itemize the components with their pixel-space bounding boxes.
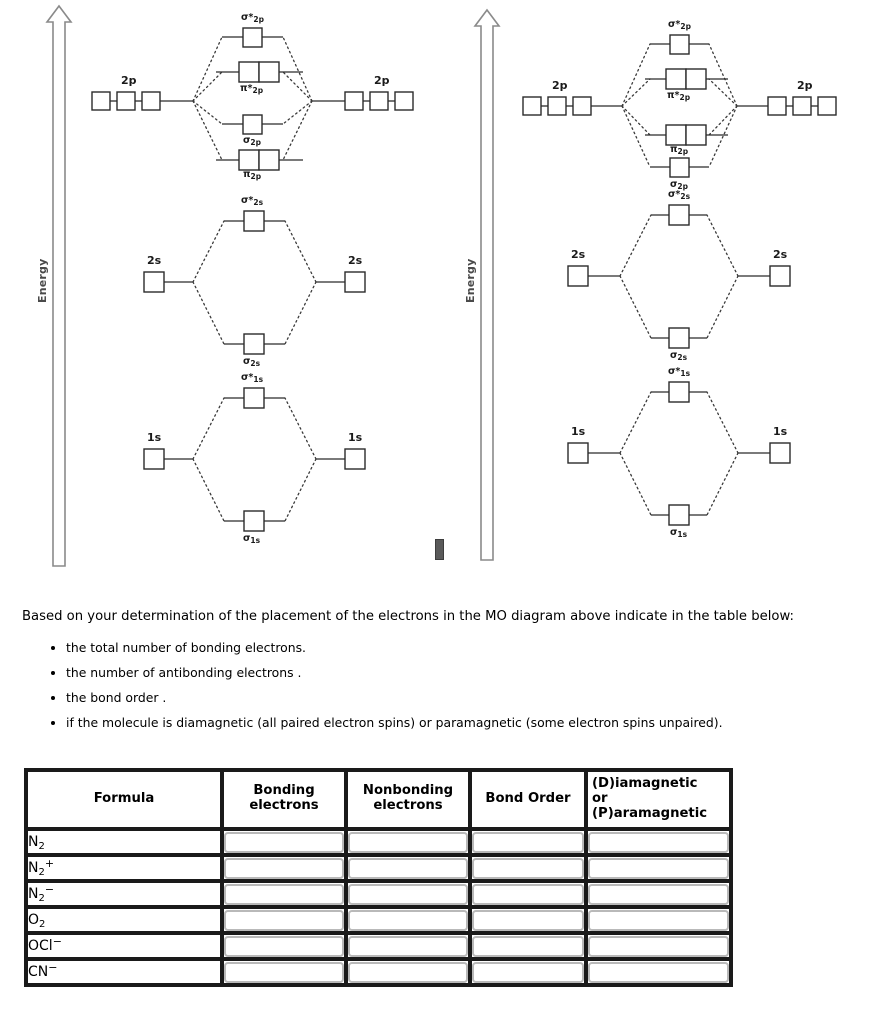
input-cell-bond-order[interactable] [470,907,586,933]
energy-axis-arrow [47,6,71,566]
mo-label-sigma-2s: $\sigma_{2s}$ [670,350,688,362]
atomic-label-right-2p: 2p [374,74,390,87]
table-row [26,959,731,985]
mo-label-sigma-2p: $\sigma_{2p}$ [243,135,261,147]
bond-order-input-row-4[interactable] [472,910,584,931]
input-cell-bond-order[interactable] [470,829,586,855]
input-cell-bond-order[interactable] [470,881,586,907]
bond-order-input-row-1[interactable] [472,832,584,853]
input-cell-bonding-electrons[interactable] [222,907,346,933]
nonbonding-electrons-input-row-6[interactable] [348,962,468,983]
atomic-label-right-2s: 2s [348,254,363,267]
bond-order-input-row-5[interactable] [472,936,584,957]
table-header [26,770,731,829]
column-header-magnetism [586,770,731,829]
answer-table [24,768,733,987]
bonding-electrons-input-row-2[interactable] [224,858,344,879]
column-header-bonding-electrons [222,770,346,829]
nonbonding-electrons-input-row-4[interactable] [348,910,468,931]
header-line-2: or [592,790,608,806]
list-item: • the total number of bonding electrons. [66,639,842,657]
mo-label-pi-2p: $\pi_{2p}$ [670,144,689,156]
scan-artifact-mark [435,539,444,560]
input-cell-nonbonding-electrons[interactable] [346,959,470,985]
formula-text: $O_2$ [28,912,46,931]
formula-text: $N_2^-$ [28,883,55,905]
mo-label-sigma-2s: $\sigma_{2s}$ [243,356,261,368]
input-cell-magnetism[interactable] [586,959,731,985]
mo-label-sigma-1s: $\sigma_{1s}$ [243,533,261,545]
instructions-block [22,608,842,739]
header-line-1: (D)iamagnetic [592,776,698,791]
atomic-label-right-2p: 2p [797,79,813,92]
instruction-text: Based on your determination of the placement of the electrons in the MO diagram above indicate in the table below: [22,609,794,624]
mo-label-sigma-star-2p: $\sigma*_{2p}$ [668,19,691,31]
header-line-2: electrons [249,798,319,814]
mo-label-pi-star-2p: $\pi*_{2p}$ [667,90,691,102]
formula-cell [26,907,222,933]
table-body [26,829,731,985]
formula-cell [26,829,222,855]
mo-label-sigma-1s: $\sigma_{1s}$ [670,527,688,539]
energy-axis-label-left: Energy [36,258,49,303]
mo-label-pi-2p: $\pi_{2p}$ [243,169,262,181]
input-cell-nonbonding-electrons[interactable] [346,933,470,959]
energy-axis-arrow [475,10,499,560]
formula-text: CN− [28,961,58,981]
nonbonding-electrons-input-row-3[interactable] [348,884,468,905]
column-header-nonbonding-electrons [346,770,470,829]
atomic-label-right-2s: 2s [773,248,788,261]
atomic-label-left-2s: 2s [147,254,162,267]
header-line-2: electrons [373,798,443,814]
bond-order-input-row-3[interactable] [472,884,584,905]
column-header-formula: Formula [26,770,222,829]
header-line-1: Bonding [253,783,315,799]
formula-cell [26,881,222,907]
formula-text: $N_2$ [28,834,45,853]
header-line-1: Nonbonding [362,783,454,799]
nonbonding-electrons-input-row-5[interactable] [348,936,468,957]
input-cell-bonding-electrons[interactable] [222,959,346,985]
bond-order-input-row-2[interactable] [472,858,584,879]
bond-order-input-row-6[interactable] [472,962,584,983]
table-row [26,881,731,907]
mo-label-sigma-star-2s: $\sigma*_{2s}$ [668,189,691,201]
atomic-label-right-1s: 1s [773,425,788,438]
input-cell-nonbonding-electrons[interactable] [346,907,470,933]
mo-diagram-right [450,0,870,590]
input-cell-bond-order[interactable] [470,933,586,959]
mo-diagram-left-svg [0,0,450,590]
input-cell-magnetism[interactable] [586,855,731,881]
input-cell-bond-order[interactable] [470,855,586,881]
formula-cell [26,855,222,881]
nonbonding-electrons-input-row-2[interactable] [348,858,468,879]
mo-label-sigma-star-2p: $\sigma*_{2p}$ [241,12,264,24]
input-cell-magnetism[interactable] [586,907,731,933]
magnetism-input-row-2[interactable] [588,858,729,879]
formula-cell [26,959,222,985]
input-cell-magnetism[interactable] [586,829,731,855]
magnetism-input-row-3[interactable] [588,884,729,905]
formula-text: $N_2^+$ [28,857,55,879]
atomic-label-left-2p: 2p [121,74,137,87]
list-item: • the number of antibonding electrons . [66,664,842,682]
atomic-label-left-1s: 1s [147,431,162,444]
bonding-electrons-input-row-6[interactable] [224,962,344,983]
input-cell-bonding-electrons[interactable] [222,933,346,959]
mo-label-sigma-star-1s: $\sigma*_{1s}$ [668,366,691,378]
table-row [26,855,731,881]
bonding-electrons-input-row-5[interactable] [224,936,344,957]
mo-label-pi-star-2p: $\pi*_{2p}$ [240,83,264,95]
atomic-label-left-2s: 2s [571,248,586,261]
bonding-electrons-input-row-4[interactable] [224,910,344,931]
atomic-label-left-1s: 1s [571,425,586,438]
input-cell-nonbonding-electrons[interactable] [346,855,470,881]
atomic-label-right-1s: 1s [348,431,363,444]
magnetism-input-row-1[interactable] [588,832,729,853]
list-item: • the bond order . [66,689,842,707]
bonding-electrons-input-row-3[interactable] [224,884,344,905]
input-cell-bond-order[interactable] [470,959,586,985]
magnetism-input-row-4[interactable] [588,910,729,931]
input-cell-bonding-electrons[interactable] [222,881,346,907]
table-row [26,933,731,959]
input-cell-magnetism[interactable] [586,933,731,959]
table-row [26,907,731,933]
energy-axis-label-right: Energy [464,258,477,303]
input-cell-bonding-electrons[interactable] [222,829,346,855]
input-cell-bonding-electrons[interactable] [222,855,346,881]
table-row [26,829,731,855]
magnetism-input-row-6[interactable] [588,962,729,983]
input-cell-nonbonding-electrons[interactable] [346,881,470,907]
formula-text: OCl− [28,935,62,955]
answer-table-wrapper [24,768,708,987]
table-header-row [26,770,731,829]
mo-label-sigma-star-2s: $\sigma*_{2s}$ [241,195,264,207]
input-cell-magnetism[interactable] [586,881,731,907]
nonbonding-electrons-input-row-1[interactable] [348,832,468,853]
atomic-label-left-2p: 2p [552,79,568,92]
formula-cell [26,933,222,959]
mo-label-sigma-star-1s: $\sigma*_{1s}$ [241,372,264,384]
list-item: • if the molecule is diamagnetic (all paired electron spins) or paramagnetic (some electron spins unpaired). [66,714,842,732]
bonding-electrons-input-row-1[interactable] [224,832,344,853]
column-header-bond-order: Bond Order [470,770,586,829]
input-cell-nonbonding-electrons[interactable] [346,829,470,855]
mo-label-sigma-2p: $\sigma_{2p}$ [670,179,688,191]
task-list [22,639,842,732]
header-line-3: (P)aramagnetic [592,805,708,821]
magnetism-input-row-5[interactable] [588,936,729,957]
mo-diagram-left [0,0,450,590]
